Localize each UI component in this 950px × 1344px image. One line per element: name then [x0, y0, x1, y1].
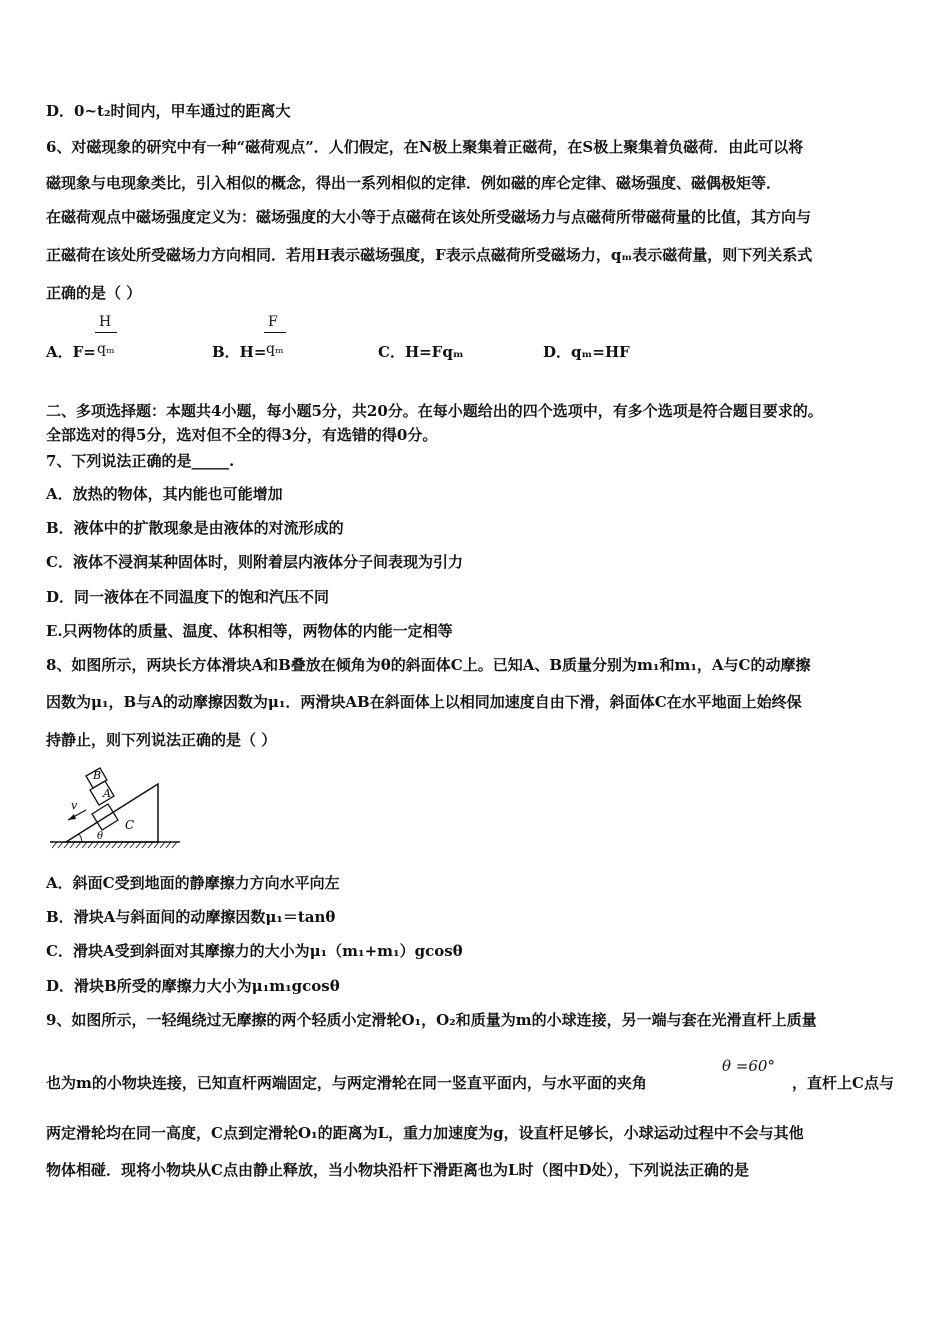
q6-option-a-numerator: H	[99, 314, 112, 330]
q8-option-c: C．滑块A受到斜面对其摩擦力的大小为μ₁（m₁+m₁）gcosθ	[46, 942, 463, 960]
q6-line-3: 在磁荷观点中磁场强度定义为：磁场强度的大小等于点磁荷在该处所受磁场力与点磁荷所带磁荷量的比值，其方向与	[46, 208, 812, 226]
q8-line-2: 因数为μ₁，B与A的动摩擦因数为μ₁．两滑块AB在斜面体上以相同加速度自由下滑，斜面体C在水平地面上始终保	[46, 693, 802, 711]
q6-option-b-denominator: qₘ	[266, 341, 284, 357]
label-theta: θ	[97, 831, 104, 842]
q9-line-4: 物体相碰．现将小物块从C点由静止释放，当小物块沿杆下滑距离也为L时（图中D处），下列说法正确的是	[46, 1161, 749, 1179]
q7-option-c: C．液体不浸润某种固体时，则附着层内液体分子间表现为引力	[46, 553, 463, 571]
q6-option-b: B．H=	[212, 343, 267, 361]
q8-option-d: D．滑块B所受的摩擦力大小为μ₁m₁gcosθ	[46, 977, 340, 995]
q9-line-1: 9、如图所示，一轻绳绕过无摩擦的两个轻质小定滑轮O₁，O₂和质量为m的小球连接，另一端与套在光滑直杆上质量	[46, 1011, 817, 1029]
section-2-instructions-line-1: 二、多项选择题：本题共4小题，每小题5分，共20分。在每小题给出的四个选项中，有多个选项是符合题目要求的。	[46, 402, 823, 420]
q6-option-b-numerator: F	[268, 314, 278, 330]
q9-theta-expression: θ =60°	[722, 1057, 775, 1075]
q6-line-5: 正确的是（ ）	[46, 284, 142, 302]
section-2-instructions-line-2: 全部选对的得5分，选对但不全的得3分，有选错的得0分。	[46, 426, 438, 444]
q8-option-a: A．斜面C受到地面的静摩擦力方向水平向左	[46, 874, 340, 892]
label-c: C	[125, 818, 135, 832]
q8-option-b: B．滑块A与斜面间的动摩擦因数μ₁＝tanθ	[46, 908, 336, 926]
q8-line-3: 持静止，则下列说法正确的是（ ）	[46, 731, 277, 749]
ground-hatching	[52, 842, 177, 848]
label-b: B	[93, 769, 102, 782]
q6-option-b-fraction-bar	[264, 332, 286, 333]
q7-option-e: E.只两物体的质量、温度、体积相等，两物体的内能一定相等	[46, 622, 453, 640]
q7-stem: 7、下列说法正确的是_____.	[46, 452, 235, 470]
q6-line-4: 正磁荷在该处所受磁场力方向相同．若用H表示磁场强度，F表示点磁荷所受磁场力，qₘ表示磁荷量，则下列关系式	[46, 246, 813, 264]
angle-arc	[79, 834, 82, 842]
q6-option-a-denominator: qₘ	[97, 341, 115, 357]
q8-incline-figure	[46, 762, 186, 854]
q5-option-d: D．0~t₂时间内，甲车通过的距离大	[46, 102, 291, 120]
q6-line-1: 6、对磁现象的研究中有一种“磁荷观点”．人们假定，在N极上聚集着正磁荷，在S极上聚集着负磁荷．由此可以将	[46, 138, 804, 156]
q9-line-3: 两定滑轮均在同一高度，C点到定滑轮O₁的距离为L，重力加速度为g，设直杆足够长，小球运动过程中不会与其他	[46, 1124, 804, 1142]
q8-line-1: 8、如图所示，两块长方体滑块A和B叠放在倾角为θ的斜面体C上。已知A、B质量分别为m₁和m₁，A与C的动摩擦	[46, 656, 811, 674]
velocity-arrowhead	[68, 814, 76, 820]
q6-option-c: C．H=Fqₘ	[378, 343, 464, 361]
q6-line-2: 磁现象与电现象类比，引入相似的概念，得出一系列相似的定律．例如磁的库仑定律、磁场强度、磁偶极矩等．	[46, 174, 782, 192]
q9-line-2b: ，直杆上C点与	[792, 1074, 894, 1092]
label-a: A	[103, 787, 111, 800]
q6-option-d: D．qₘ=HF	[543, 343, 630, 361]
q6-option-a-fraction-bar	[95, 332, 117, 333]
label-v: v	[71, 799, 78, 812]
q7-option-b: B．液体中的扩散现象是由液体的对流形成的	[46, 519, 344, 537]
q7-option-a: A．放热的物体，其内能也可能增加	[46, 485, 283, 503]
q7-option-d: D．同一液体在不同温度下的饱和汽压不同	[46, 588, 330, 606]
q6-option-a: A．F=	[46, 343, 96, 361]
q9-line-2a: 也为m的小物块连接，已知直杆两端固定，与两定滑轮在同一竖直平面内，与水平面的夹角	[46, 1074, 647, 1092]
